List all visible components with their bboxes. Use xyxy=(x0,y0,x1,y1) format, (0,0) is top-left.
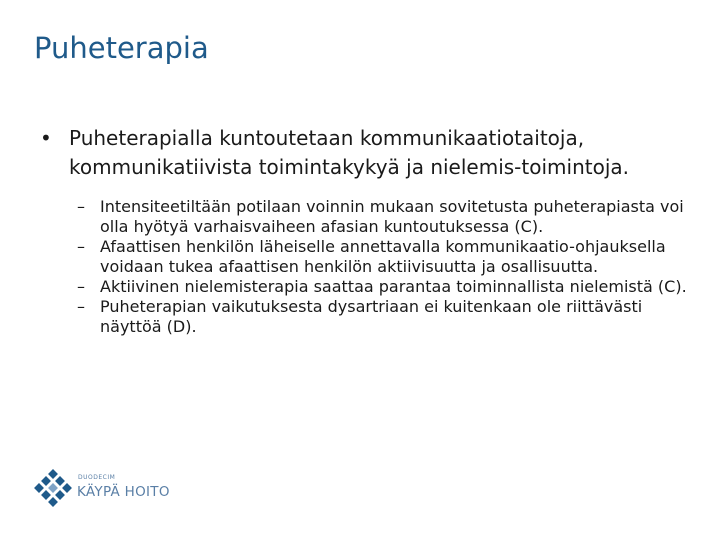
sub-bullet-item xyxy=(77,297,690,337)
diamond-pattern-icon xyxy=(33,469,73,509)
sub-bullet-item xyxy=(77,277,690,297)
sub-bullet-text: Afaattisen henkilön läheiselle annettavalla kommunikaatio-ohjauksella voidaan tukea afaattisen henkilön aktiivisuutta ja osallisuutta. xyxy=(100,237,666,276)
sub-bullet-item xyxy=(77,237,690,277)
bullet-glyph: • xyxy=(40,126,52,150)
dash-glyph: – xyxy=(77,297,85,316)
sub-bullet-text: Puheterapian vaikutuksesta dysartriaan ei kuitenkaan ole riittävästi näyttöä (D). xyxy=(100,297,643,336)
sub-bullet-text: Aktiivinen nielemisterapia saattaa parantaa toiminnallista nielemistä (C). xyxy=(100,277,687,296)
main-bullet-item xyxy=(40,124,690,182)
dash-glyph: – xyxy=(77,237,85,256)
kaypa-hoito-logo xyxy=(33,469,178,509)
dash-glyph: – xyxy=(77,277,85,296)
slide-title: Puheterapia xyxy=(34,31,209,65)
sub-bullet-item xyxy=(77,197,690,237)
logo-main-text: KÄYPÄ HOITO xyxy=(77,484,170,500)
main-bullet-text: Puheterapialla kuntoutetaan kommunikaatiotaitoja, kommunikatiivista toimintakykyä ja nielemis-toimintoja. xyxy=(69,126,629,179)
sub-bullet-text: Intensiteetiltään potilaan voinnin mukaan sovitetusta puheterapiasta voi olla hyötyä varhaisvaiheen afasian kuntoutuksessa (C). xyxy=(100,197,684,236)
sub-bullet-list xyxy=(77,197,690,337)
dash-glyph: – xyxy=(77,197,85,216)
logo-small-text: DUODECIM xyxy=(78,474,116,481)
slide-content xyxy=(40,124,690,337)
